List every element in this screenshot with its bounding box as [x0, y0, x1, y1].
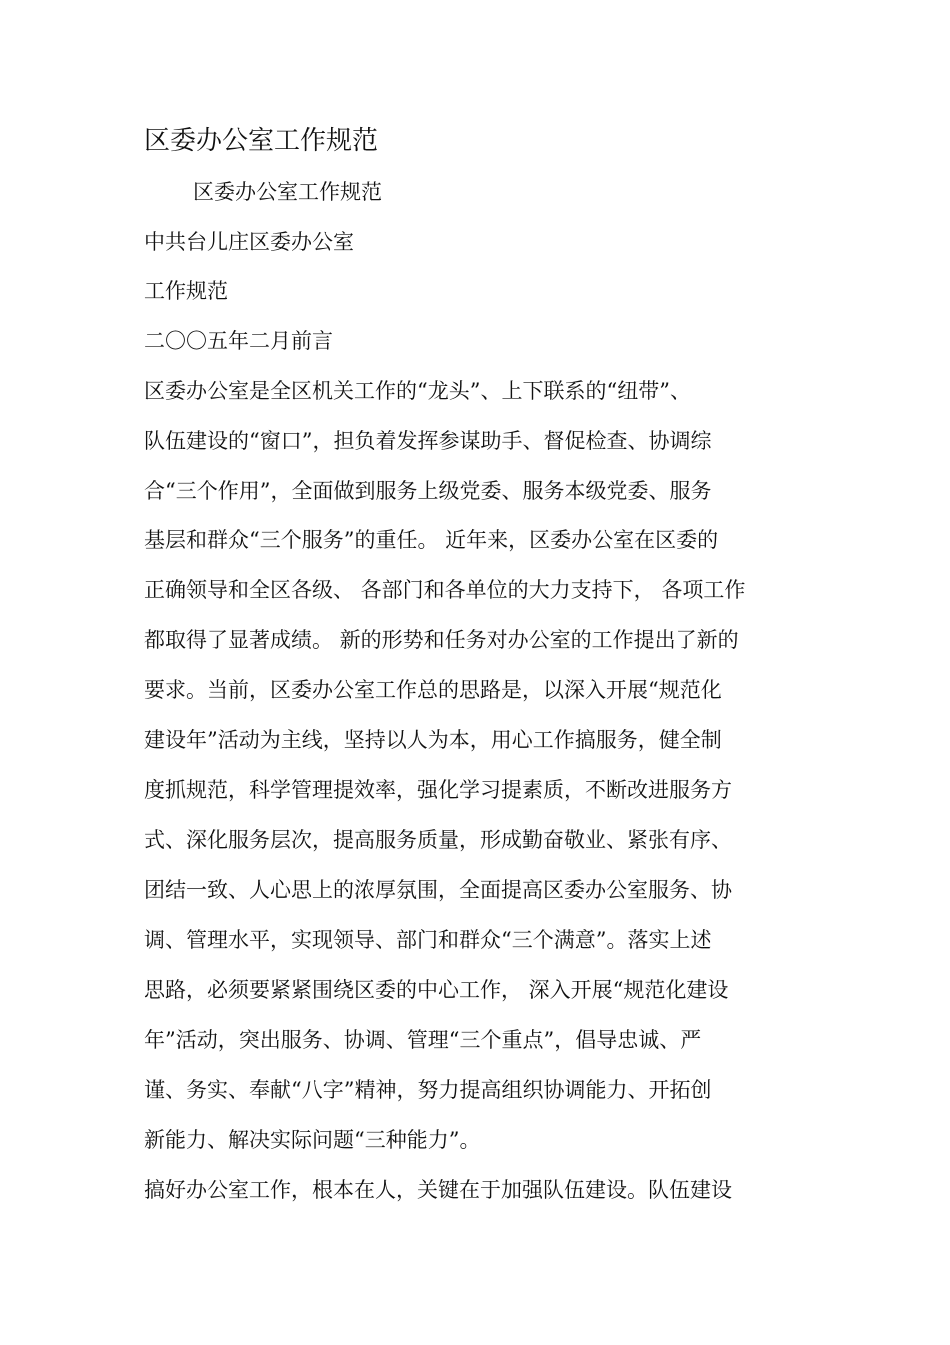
- paragraph-line: 团结一致、人心思上的浓厚氛围，全面提高区委办公室服务、协: [144, 878, 732, 902]
- paragraph-line: 谨、务实、奉献“八字”精神，努力提高组织协调能力、开拓创: [144, 1078, 712, 1102]
- paragraph-line: 年”活动，突出服务、协调、管理“三个重点”，倡导忠诚、严: [144, 1028, 702, 1052]
- paragraph-line: 合“三个作用”，全面做到服务上级党委、服务本级党委、服务: [144, 479, 712, 503]
- paragraph-line: 调、管理水平，实现领导、部门和群众“三个满意”。落实上述: [144, 928, 712, 952]
- document-name-line: 工作规范: [144, 279, 228, 303]
- paragraph-line: 正确领导和全区各级、 各部门和各单位的大力支持下， 各项工作: [144, 578, 746, 602]
- paragraph-line: 基层和群众“三个服务”的重任。 近年来，区委办公室在区委的: [144, 528, 719, 552]
- paragraph-line: 区委办公室是全区机关工作的“龙头”、上下联系的“纽带”、: [144, 379, 691, 403]
- issuer-line: 中共台儿庄区委办公室: [144, 230, 354, 254]
- paragraph-line: 队伍建设的“窗口”，担负着发挥参谋助手、督促检查、协调综: [144, 429, 712, 453]
- paragraph-line: 新能力、解决实际问题“三种能力”。: [144, 1128, 481, 1152]
- date-line: 二〇〇五年二月前言: [144, 329, 333, 353]
- paragraph-line: 思路，必须要紧紧围绕区委的中心工作， 深入开展“规范化建设: [144, 978, 729, 1002]
- paragraph-line: 都取得了显著成绩。 新的形势和任务对办公室的工作提出了新的: [144, 628, 739, 652]
- paragraph-line: 要求。当前，区委办公室工作总的思路是，以深入开展“规范化: [144, 678, 722, 702]
- document-title: 区委办公室工作规范: [144, 126, 379, 156]
- paragraph-line: 建设年”活动为主线，坚持以人为本，用心工作搞服务，健全制: [144, 728, 722, 752]
- document-subtitle: 区委办公室工作规范: [193, 180, 382, 204]
- paragraph-line: 搞好办公室工作，根本在人，关键在于加强队伍建设。队伍建设: [144, 1178, 732, 1202]
- paragraph-line: 式、深化服务层次，提高服务质量，形成勤奋敬业、紧张有序、: [144, 828, 732, 852]
- paragraph-line: 度抓规范，科学管理提效率，强化学习提素质，不断改进服务方: [144, 778, 732, 802]
